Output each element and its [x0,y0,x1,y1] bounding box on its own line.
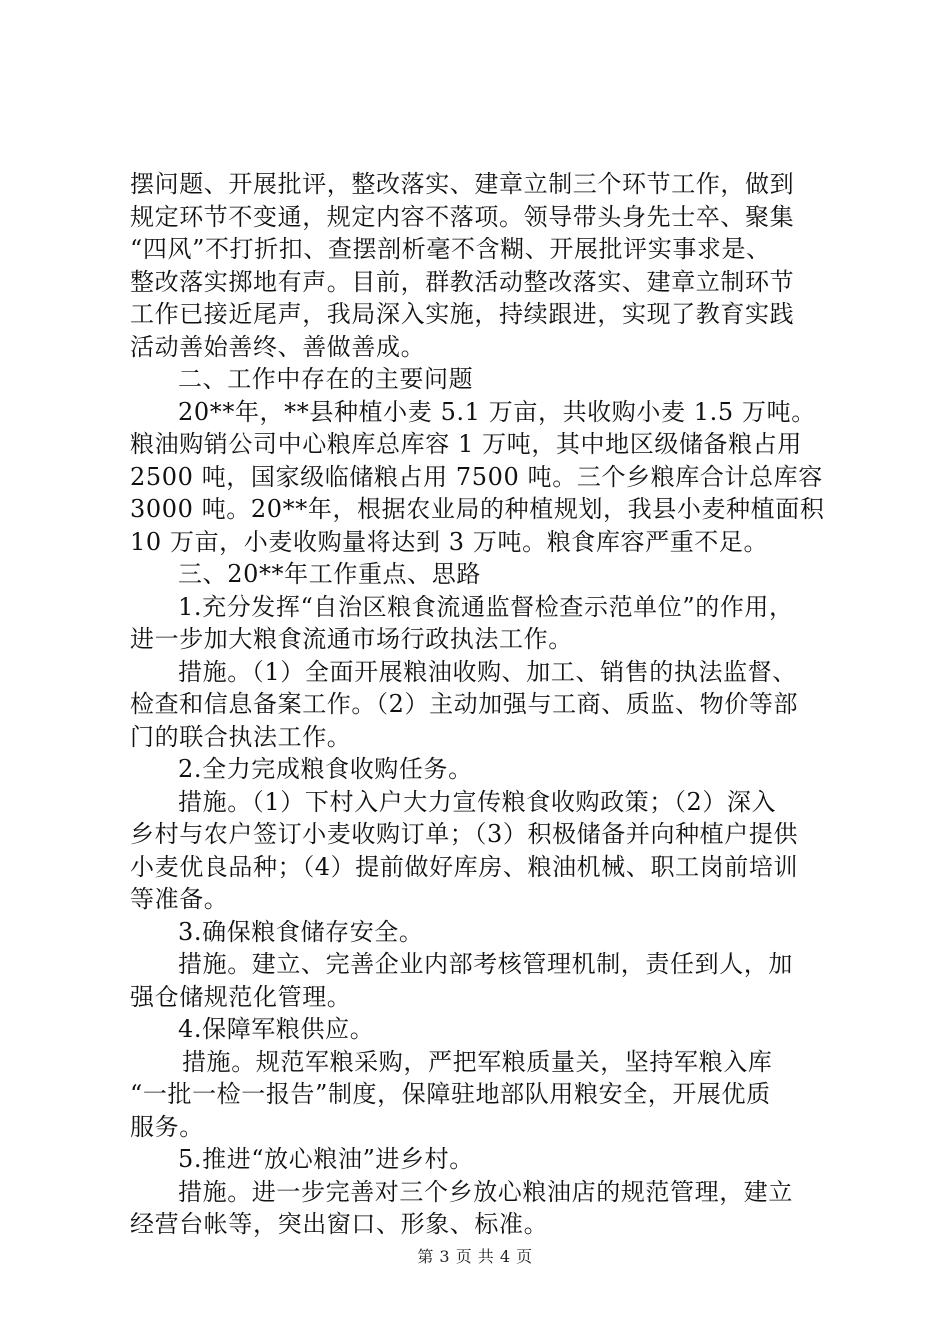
item-heading: 1.充分发挥“自治区粮食流通监督检查示范单位”的作用， [178,592,794,621]
paragraph-start: 20**年，**县种植小麦 5.1 万亩，共收购小麦 1.5 万吨。 [178,397,816,426]
section-heading: 三、20**年工作重点、思路 [178,560,481,588]
section-heading: 二、工作中存在的主要问题 [178,365,474,393]
body-line: 活动善始善终、善做善成。 [130,332,426,361]
body-text [130,168,835,1241]
body-line: 工作已接近尾声，我局深入实施，持续跟进，实现了教育实践 [130,300,795,328]
body-line: 粮油购销公司中心粮库总库容 1 万吨，其中地区级储备粮占用 [130,430,802,458]
body-line: 小麦优良品种；（4）提前做好库房、粮油机械、职工岗前培训 [130,852,799,881]
measures-paragraph: 措施。规范军粮采购，严把军粮质量关，坚持军粮入库 [182,1047,773,1076]
body-line: 摆问题、开展批评，整改落实、建章立制三个环节工作，做到 [130,170,795,198]
item-heading: 4.保障军粮供应。 [178,1015,375,1043]
item-heading: 5.推进“放心粮油”进乡村。 [178,1145,474,1173]
body-line: 2500 吨，国家级临储粮占用 7500 吨。三个乡粮库合计总库容 [130,462,823,491]
body-line: 门的联合执法工作。 [130,722,352,751]
body-line: 服务。 [130,1112,204,1141]
measures-paragraph: 措施。（1）全面开展粮油收购、加工、销售的执法监督、 [178,657,797,686]
body-line: 10 万亩，小麦收购量将达到 3 万吨。粮食库容严重不足。 [130,527,769,556]
body-line: 整改落实掷地有声。目前，群教活动整改落实、建章立制环节 [130,267,795,296]
body-line: 乡村与农户签订小麦收购订单；（3）积极储备并向种植户提供 [130,820,799,848]
measures-paragraph: 措施。（1）下村入户大力宣传粮食收购政策；（2）深入 [178,787,777,816]
body-line: 进一步加大粮食流通市场行政执法工作。 [130,625,573,653]
body-line: 强仓储规范化管理。 [130,982,352,1011]
item-heading: 3.确保粮食储存安全。 [178,917,424,946]
body-line: 经营台帐等，突出窗口、形象、标准。 [130,1210,549,1238]
body-line: 规定环节不变通，规定内容不落项。领导带头身先士卒、聚集 [130,202,795,231]
measures-paragraph: 措施。建立、完善企业内部考核管理机制，责任到人，加 [178,950,793,978]
item-heading: 2.全力完成粮食收购任务。 [178,755,473,783]
body-line: 等准备。 [130,885,229,913]
page-number-footer: 第 3 页 共 4 页 [417,1247,533,1266]
body-line: “四风”不打折扣、查摆剖析毫不含糊、开展批评实事求是、 [130,235,771,263]
body-line: “一批一检一报告”制度，保障驻地部队用粮安全，开展优质 [130,1080,771,1108]
measures-paragraph: 措施。进一步完善对三个乡放心粮油店的规范管理，建立 [178,1177,793,1206]
body-line: 3000 吨。20**年，根据农业局的种植规划，我县小麦种植面积 [130,495,825,523]
body-line: 检查和信息备案工作。（2）主动加强与工商、质监、物价等部 [130,690,799,718]
